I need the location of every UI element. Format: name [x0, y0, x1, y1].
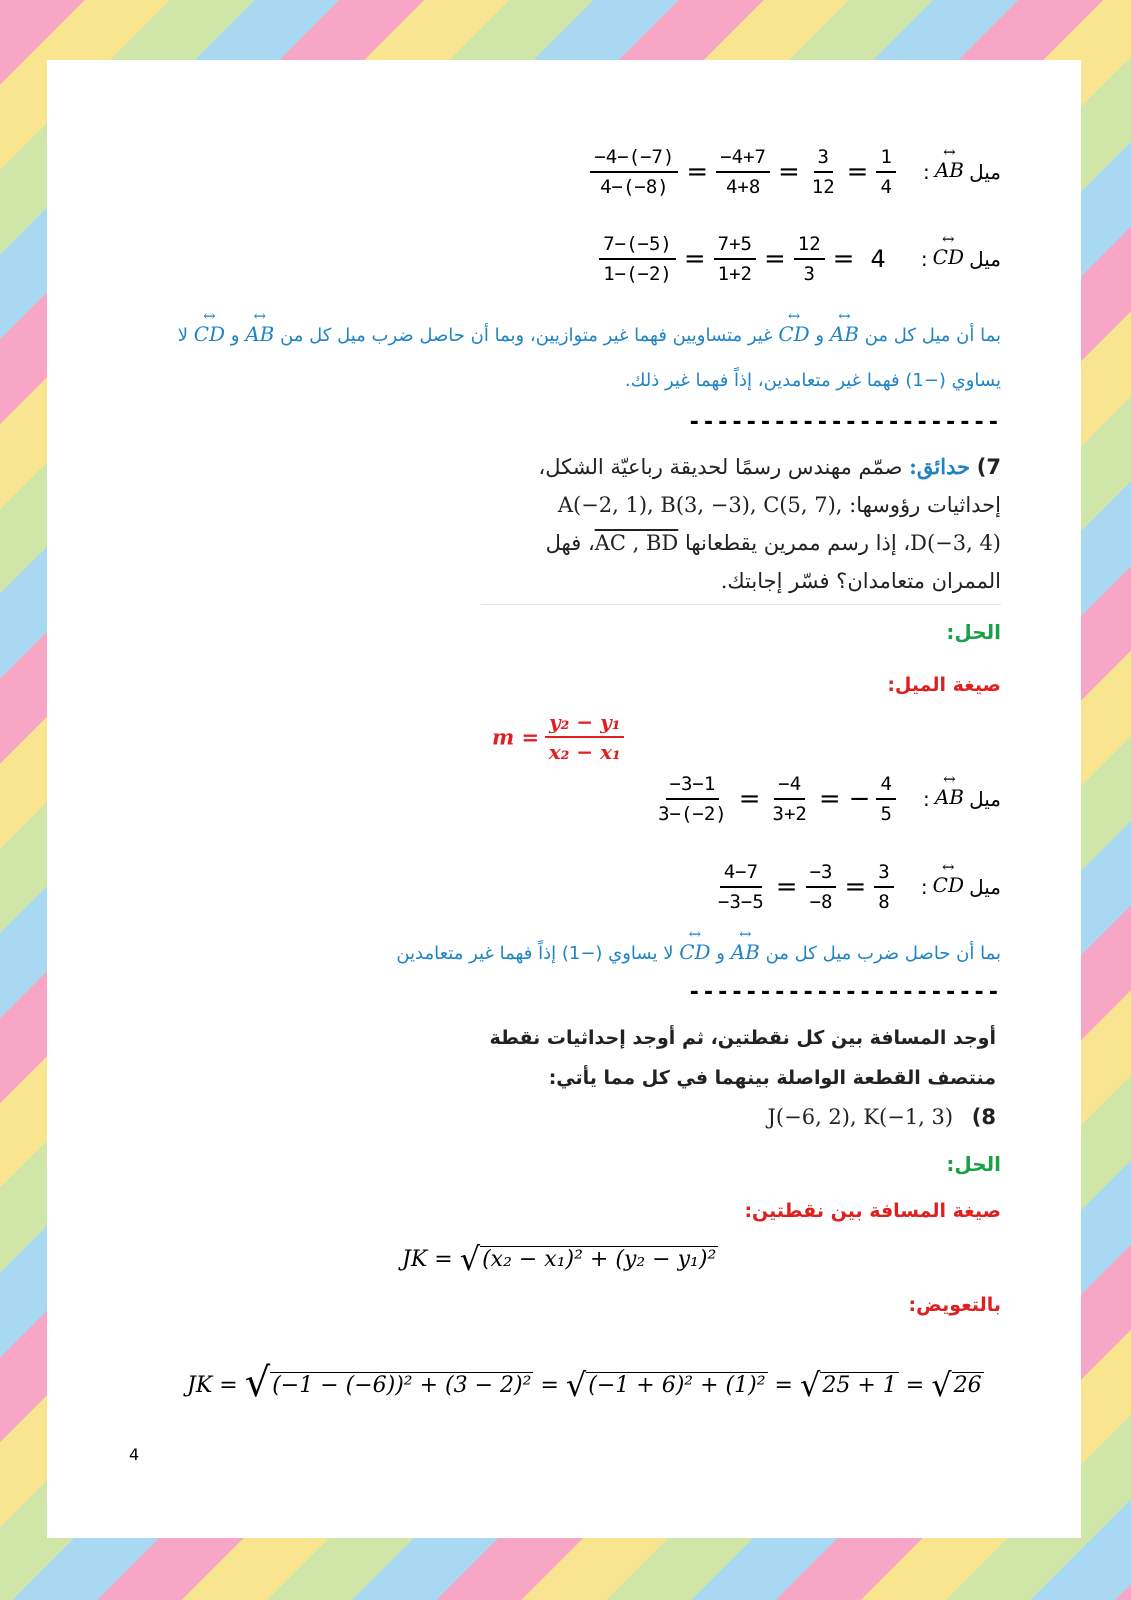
vector-ab: ↔ AB: [830, 322, 859, 346]
fraction: $\frac{-4}{3+2}$: [772, 773, 807, 825]
solution-label: الحل:: [946, 620, 1001, 644]
numerator: 12: [794, 232, 825, 260]
q7-line3: D(−3, 4)، إذا رسم ممرين يقطعانها AC , BD، فهل: [545, 531, 1001, 555]
vector-cd: ↔ CD: [679, 940, 710, 964]
conclusion-paragraph-2: بما أن حاصل ضرب ميل كل من ↔ AB و ↔ CD لا يساوي (−1) إذاً فهما غير متعامدين: [396, 940, 1001, 964]
fraction: [599, 232, 676, 286]
substitution-equation: JK = √(−1 − (−6))² + (3 − 2)² = √(−1 + 6)² + (1)² = √25 + 1 = √26: [187, 1360, 982, 1406]
result-value: 4: [870, 245, 886, 273]
vector-ab: ↔ AB: [935, 158, 964, 182]
q8-points: J(−6, 2), K(−1, 3): [767, 1105, 954, 1129]
fraction: [876, 145, 895, 199]
denominator: 12: [811, 176, 835, 198]
page-number: 4: [129, 1445, 140, 1464]
vector-ab: ↔ AB: [245, 322, 274, 346]
conclusion-paragraph-1-line2: يساوي (−1) فهما غير متعامدين، إذاً فهما غير ذلك.: [624, 370, 1001, 391]
fraction: $\frac{-3-1}{3-(-2)}$: [658, 773, 727, 825]
fraction: [808, 145, 839, 199]
question-8-intro: أوجد المسافة بين كل نقطتين، ثم أوجد إحداثيات نقطة منتصف القطعة الواصلة بينهما في كل مما يأتي:: [489, 1027, 996, 1089]
worksheet-page: [47, 60, 1081, 1538]
numerator: 1: [876, 145, 895, 173]
conclusion-paragraph-1: بما أن ميل كل من ↔ AB و ↔ CD غير متساويين فهما غير متوازيين، وبما أن حاصل ضرب ميل كل من ↔ AB و ↔ CD لا: [178, 322, 1001, 346]
distance-formula-label: صيغة المسافة بين نقطتين:: [744, 1200, 1001, 1222]
question-7-excerpt: [481, 448, 1001, 605]
sqrt-symbol: √: [244, 1360, 271, 1406]
q7-keyword: حدائق:: [909, 454, 971, 479]
distance-formula: JK = √(x₂ − x₁)² + (y₂ − y₁)²: [402, 1240, 717, 1278]
fraction: $\frac{4-7}{-3-5}$: [718, 861, 764, 913]
slope-label: ميل: [969, 160, 1001, 184]
numerator: 7−(−5): [599, 232, 676, 260]
q7-points: A(−2, 1), B(3, −3), C(5, 7),: [557, 493, 843, 517]
q7-vectors: AC , BD: [594, 531, 679, 555]
fraction: [716, 145, 770, 199]
vector-ab: ↔ AB: [935, 785, 964, 809]
slope-cd-equation: $\frac{7-(-5)}{1-(-2)}$ = $\frac{7+5}{1+2}$ = $\frac{12}{3}$ = 4 : ↔ CD ميل: [599, 232, 1001, 286]
vector-cd: ↔ CD: [194, 322, 225, 346]
solution-label: الحل:: [946, 1152, 1001, 1176]
numerator: −4+7: [716, 145, 770, 173]
sqrt-symbol: √: [799, 1366, 821, 1404]
slope-cd-equation-2: $\frac{4-7}{-3-5}$ = $\frac{-3}{-8}$ = $\frac{3}{8}$ : ↔ CD ميل: [714, 860, 1001, 914]
denominator: 3: [803, 263, 815, 285]
denominator: 4: [880, 176, 892, 198]
slope-formula-label: صيغة الميل:: [887, 674, 1001, 696]
vector-cd: ↔ CD: [933, 873, 964, 897]
sqrt-symbol: √: [931, 1366, 952, 1404]
vector-ab: ↔ AB: [731, 940, 760, 964]
denominator: 4+8: [725, 176, 761, 198]
fraction: [590, 145, 678, 199]
denominator: 4−(−8): [600, 176, 669, 198]
q7-line4: الممران متعامدان؟ فسّر إجابتك.: [720, 569, 1001, 593]
slope-ab-equation-2: $\frac{-3-1}{3-(-2)}$ = $\frac{-4}{3+2}$ = − $\frac{4}{5}$ : ↔ AB ميل: [654, 772, 1001, 826]
dashed-divider: ----------------------: [687, 980, 1001, 1005]
slope-ab-equation: $\frac{-4-(-7)}{4-(-8)}$ = $\frac{-4+7}{4+8}$ = $\frac{3}{12}$ = $\frac{1}{4}$ : ↔ AB ميل: [590, 145, 1001, 199]
sqrt-symbol: √: [459, 1240, 481, 1278]
substitution-label: بالتعويض:: [908, 1294, 1001, 1316]
denominator: 1+2: [717, 263, 752, 285]
dashed-divider: ----------------------: [687, 410, 1001, 435]
fraction: [794, 232, 825, 286]
question-8: J(−6, 2), K(−1, 3) (8: [767, 1105, 996, 1129]
numerator: 3: [814, 145, 833, 173]
fraction: $\frac{\text{y₂ − y₁}}{\text{x₂ − x₁}}$: [545, 710, 625, 764]
numerator: −4−(−7): [590, 145, 678, 173]
numerator: 7+5: [714, 232, 756, 260]
slope-label: ميل: [969, 247, 1001, 271]
fraction: $\frac{-3}{-8}$: [806, 860, 837, 914]
fraction: $\frac{4}{5}$: [876, 772, 895, 826]
slope-formula: m = $\frac{\text{y₂ − y₁}}{\text{x₂ − x₁}}$: [492, 710, 625, 764]
fraction: $\frac{3}{8}$: [874, 860, 893, 914]
vector-cd: ↔ CD: [778, 322, 809, 346]
sqrt-symbol: √: [565, 1366, 587, 1404]
q7-line1: 7) حدائق: صمّم مهندس رسمًا لحديقة رباعيّة الشكل،: [538, 454, 1001, 479]
denominator: 1−(−2): [603, 263, 672, 285]
fraction: [714, 232, 756, 286]
vector-cd: ↔ CD: [933, 245, 964, 269]
q7-line2: إحداثيات رؤوسها: A(−2, 1), B(3, −3), C(5, 7),: [557, 493, 1001, 517]
